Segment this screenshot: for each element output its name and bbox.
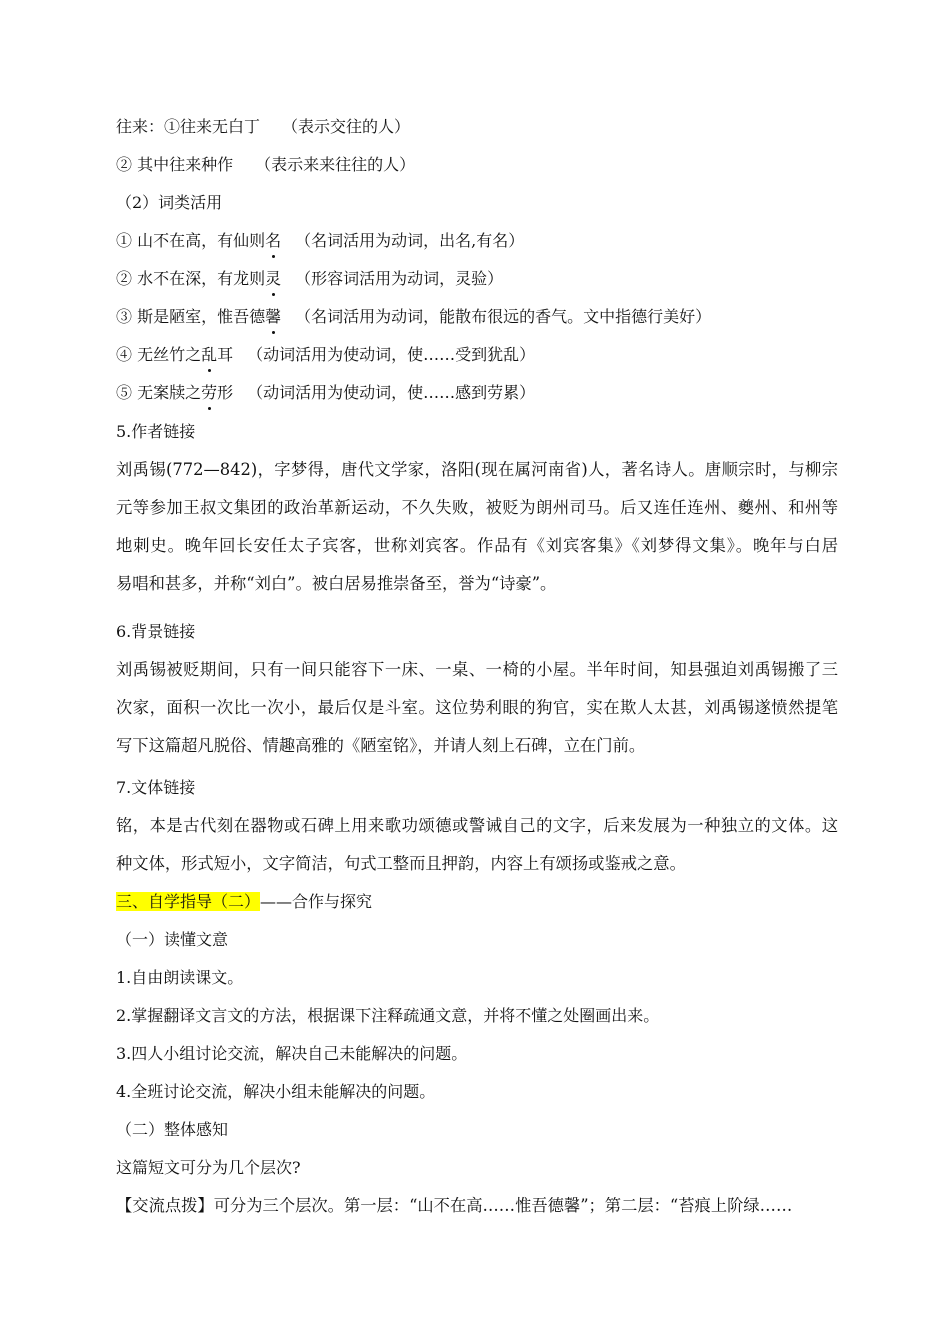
item-note: （名词活用为动词，出名,有名） [295, 231, 525, 250]
emphasis-dot-char: 劳 [201, 383, 218, 402]
conversion-item [116, 382, 535, 404]
question-text: 这篇短文可分为几个层次? [116, 1158, 301, 1177]
section3-heading-rest: ——合作与探究 [260, 892, 373, 911]
conversion-heading: （2）词类活用 [116, 193, 223, 212]
section3-heading-highlight: 三、自学指导（二） [116, 892, 261, 911]
step-item: 1.自由朗读课文。 [116, 968, 244, 987]
section3-sub2: （二）整体感知 [116, 1120, 229, 1139]
vocab-example: ①往来无白丁 [164, 117, 261, 136]
item-note: （形容词活用为动词，灵验） [295, 269, 504, 288]
background-para-line: 次家，面积一次比一次小，最后仅是斗室。这位势利眼的狗官，实在欺人太甚，刘禹锡遂愤然提笔 [116, 698, 838, 717]
conversion-item [116, 268, 503, 290]
step-item: 4.全班讨论交流，解决小组未能解决的问题。 [116, 1082, 436, 1101]
item-text: ① 山不在高，有仙则 [116, 231, 266, 250]
step-item: 2.掌握翻译文言文的方法，根据课下注释疏通文意，并将不懂之处圈画出来。 [116, 1006, 660, 1025]
author-para-line: 元等参加王叔文集团的政治革新运动，不久失败，被贬为朗州司马。后又连任连州、夔州、和州等 [116, 498, 838, 517]
author-para-line: 易唱和甚多，并称“刘白”。被白居易推崇备至，誉为“诗豪”。 [116, 574, 557, 593]
background-heading: 6.背景链接 [116, 622, 196, 641]
step-item: 3.四人小组讨论交流，解决自己未能解决的问题。 [116, 1044, 468, 1063]
emphasis-dot-char: 乱 [201, 345, 218, 364]
emphasis-dot-char: 灵 [265, 269, 282, 288]
vocab-example: ② 其中往来种作 [116, 155, 234, 174]
author-para-line: 刘禹锡(772—842)，字梦得，唐代文学家，洛阳(现在属河南省)人，著名诗人。唐顺宗时，与柳宗 [116, 460, 838, 479]
vocab-note: （表示交往的人） [282, 117, 411, 136]
item-note: （动词活用为使动词，使……受到犹乱） [247, 345, 536, 364]
genre-heading: 7.文体链接 [116, 778, 196, 797]
conversion-item [116, 306, 711, 328]
vocab-line-2 [116, 154, 415, 176]
emphasis-dot-char: 馨 [265, 307, 282, 326]
conversion-item [116, 230, 524, 252]
item-text: 耳 [217, 345, 234, 364]
emphasis-dot-char: 名 [265, 231, 282, 250]
background-para-line: 刘禹锡被贬期间，只有一间只能容下一床、一桌、一椅的小屋。半年时间，知县强迫刘禹锡搬了三 [116, 660, 838, 679]
vocab-label: 往来： [116, 117, 165, 136]
genre-para-line: 铭，本是古代刻在器物或石碑上用来歌功颂德或警诫自己的文字，后来发展为一种独立的文体。这 [116, 816, 838, 835]
answer-text: 【交流点拨】可分为三个层次。第一层：“山不在高……惟吾德馨”；第二层：“苔痕上阶绿…… [116, 1196, 793, 1215]
conversion-item [116, 344, 535, 366]
item-text: ② 水不在深，有龙则 [116, 269, 266, 288]
vocab-line-1 [116, 116, 410, 138]
item-text: ④ 无丝竹之 [116, 345, 202, 364]
vocab-note: （表示来来往往的人） [255, 155, 416, 174]
item-text: 形 [217, 383, 234, 402]
item-note: （名词活用为动词，能散布很远的香气。文中指德行美好） [295, 307, 712, 326]
genre-para-line: 种文体，形式短小，文字简洁，句式工整而且押韵，内容上有颂扬或鉴戒之意。 [116, 854, 686, 873]
author-para-line: 地刺史。晚年回长安任太子宾客，世称刘宾客。作品有《刘宾客集》《刘梦得文集》。晚年与白居 [116, 536, 838, 555]
item-text: ⑤ 无案牍之 [116, 383, 202, 402]
background-para-line: 写下这篇超凡脱俗、情趣高雅的《陋室铭》，并请人刻上石碑，立在门前。 [116, 736, 646, 755]
item-text: ③ 斯是陋室，惟吾德 [116, 307, 266, 326]
author-heading: 5.作者链接 [116, 422, 196, 441]
section3-sub1: （一）读懂文意 [116, 930, 229, 949]
section3-heading [116, 891, 372, 913]
item-note: （动词活用为使动词，使……感到劳累） [247, 383, 536, 402]
